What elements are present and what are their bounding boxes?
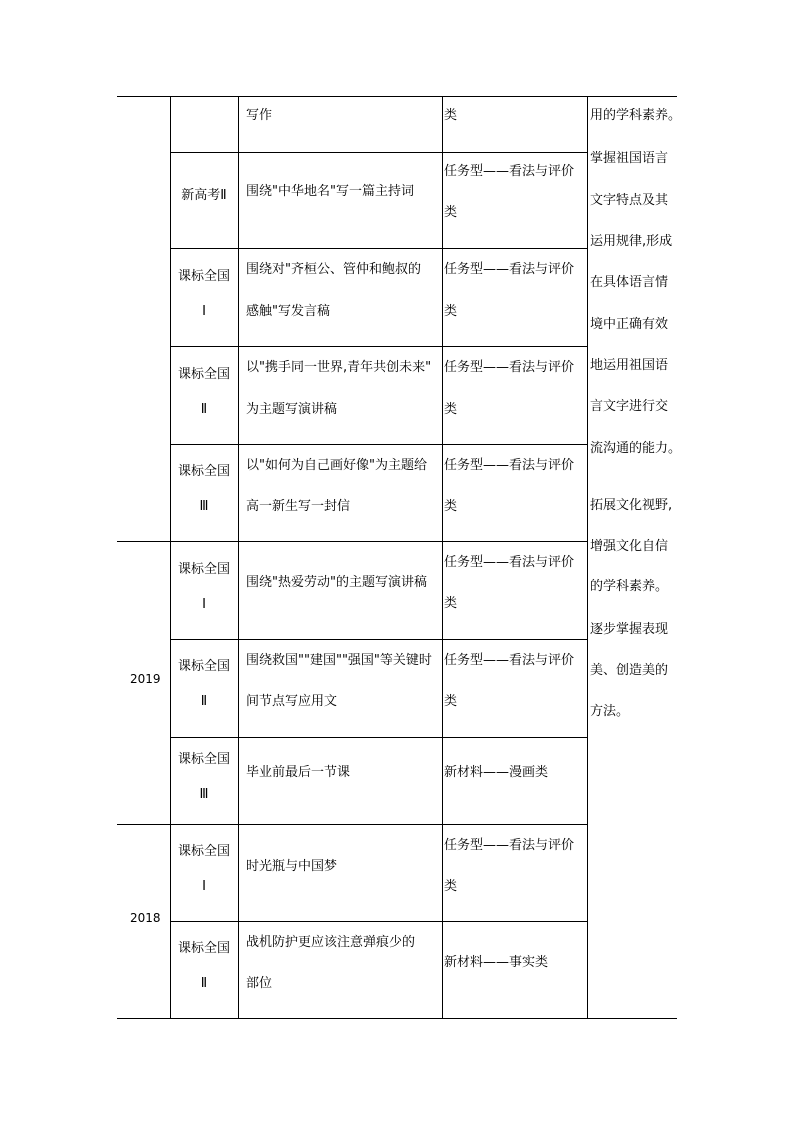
type-cell: 类: [444, 402, 458, 417]
year-cell: 2018: [130, 911, 161, 925]
literacy-line: 拓展文化视野,: [590, 498, 673, 513]
year-cell: 2019: [130, 672, 161, 686]
type-cell: 任务型——看法与评价: [444, 164, 575, 179]
row-divider: [170, 639, 587, 640]
type-cell: 类: [444, 304, 458, 319]
region-cell: Ⅰ: [202, 597, 206, 612]
region-cell: Ⅱ: [200, 976, 208, 991]
topic-cell: 部位: [246, 976, 273, 991]
type-cell: 新材料——事实类: [444, 955, 549, 970]
row-divider: [170, 444, 587, 445]
type-cell: 任务型——看法与评价: [444, 555, 575, 570]
column-divider: [587, 96, 588, 1019]
topic-cell: 围绕对"齐桓公、管仲和鲍叔的: [246, 262, 421, 277]
literacy-line: 增强文化自信: [590, 539, 669, 554]
literacy-line: 言文字进行交: [590, 399, 669, 414]
type-cell: 任务型——看法与评价: [444, 262, 575, 277]
region-cell: 课标全国: [177, 562, 230, 577]
region-cell: Ⅰ: [202, 879, 206, 894]
region-cell: 新高考Ⅱ: [181, 188, 227, 203]
topic-cell: 以"携手同一世界,青年共创未来": [246, 360, 432, 375]
region-cell: Ⅱ: [200, 694, 208, 709]
type-cell: 类: [444, 499, 458, 514]
literacy-line: 地运用祖国语: [590, 358, 669, 373]
region-cell: Ⅰ: [202, 304, 206, 319]
row-divider: [170, 921, 587, 922]
topic-cell: 毕业前最后一节课: [246, 765, 351, 780]
table-bottom-border: [117, 1018, 677, 1019]
topic-cell: 间节点写应用文: [246, 694, 338, 709]
type-cell: 新材料——漫画类: [444, 765, 549, 780]
literacy-line: 在具体语言情: [590, 275, 669, 290]
literacy-line: 用的学科素养。: [590, 108, 682, 123]
region-cell: 课标全国: [177, 269, 230, 284]
literacy-line: 流沟通的能力。: [590, 441, 682, 456]
topic-cell: 高一新生写一封信: [246, 499, 351, 514]
topic-cell: 围绕救国""建国""强国"等关键时: [246, 653, 432, 668]
type-cell: 类: [444, 694, 458, 709]
topic-cell: 写作: [246, 108, 273, 123]
region-cell: Ⅲ: [199, 787, 209, 802]
topic-cell: 围绕"热爱劳动"的主题写演讲稿: [246, 575, 427, 590]
region-cell: 课标全国: [177, 752, 230, 767]
literacy-line: 方法。: [590, 704, 630, 719]
type-cell: 类: [444, 879, 458, 894]
region-cell: 课标全国: [177, 659, 230, 674]
row-divider: [117, 824, 587, 825]
row-divider: [170, 346, 587, 347]
topic-cell: 围绕"中华地名"写一篇主持词: [246, 184, 414, 199]
region-cell: 课标全国: [177, 464, 230, 479]
type-cell: 类: [444, 205, 458, 220]
region-cell: Ⅱ: [200, 402, 208, 417]
region-cell: Ⅲ: [199, 499, 209, 514]
topic-cell: 时光瓶与中国梦: [246, 859, 338, 874]
column-divider: [238, 96, 239, 1019]
type-cell: 类: [444, 596, 458, 611]
type-cell: 任务型——看法与评价: [444, 360, 575, 375]
row-divider: [170, 737, 587, 738]
literacy-line: 文字特点及其: [590, 193, 669, 208]
type-cell: 任务型——看法与评价: [444, 838, 575, 853]
row-divider: [170, 248, 587, 249]
type-cell: 类: [444, 108, 458, 123]
topic-cell: 以"如何为自己画好像"为主题给: [246, 458, 427, 473]
literacy-line: 的学科素养。: [590, 579, 669, 594]
type-cell: 任务型——看法与评价: [444, 458, 575, 473]
region-cell: 课标全国: [177, 844, 230, 859]
literacy-line: 美、创造美的: [590, 663, 669, 678]
region-cell: 课标全国: [177, 367, 230, 382]
literacy-line: 逐步掌握表现: [590, 622, 669, 637]
region-cell: 课标全国: [177, 941, 230, 956]
row-divider: [117, 541, 587, 542]
column-divider: [442, 96, 443, 1019]
topic-cell: 感触"写发言稿: [246, 304, 330, 319]
type-cell: 任务型——看法与评价: [444, 653, 575, 668]
literacy-line: 境中正确有效: [590, 317, 669, 332]
literacy-line: 运用规律,形成: [590, 234, 673, 249]
literacy-line: 掌握祖国语言: [590, 151, 669, 166]
topic-cell: 为主题写演讲稿: [246, 402, 338, 417]
topic-cell: 战机防护更应该注意弹痕少的: [246, 935, 416, 950]
